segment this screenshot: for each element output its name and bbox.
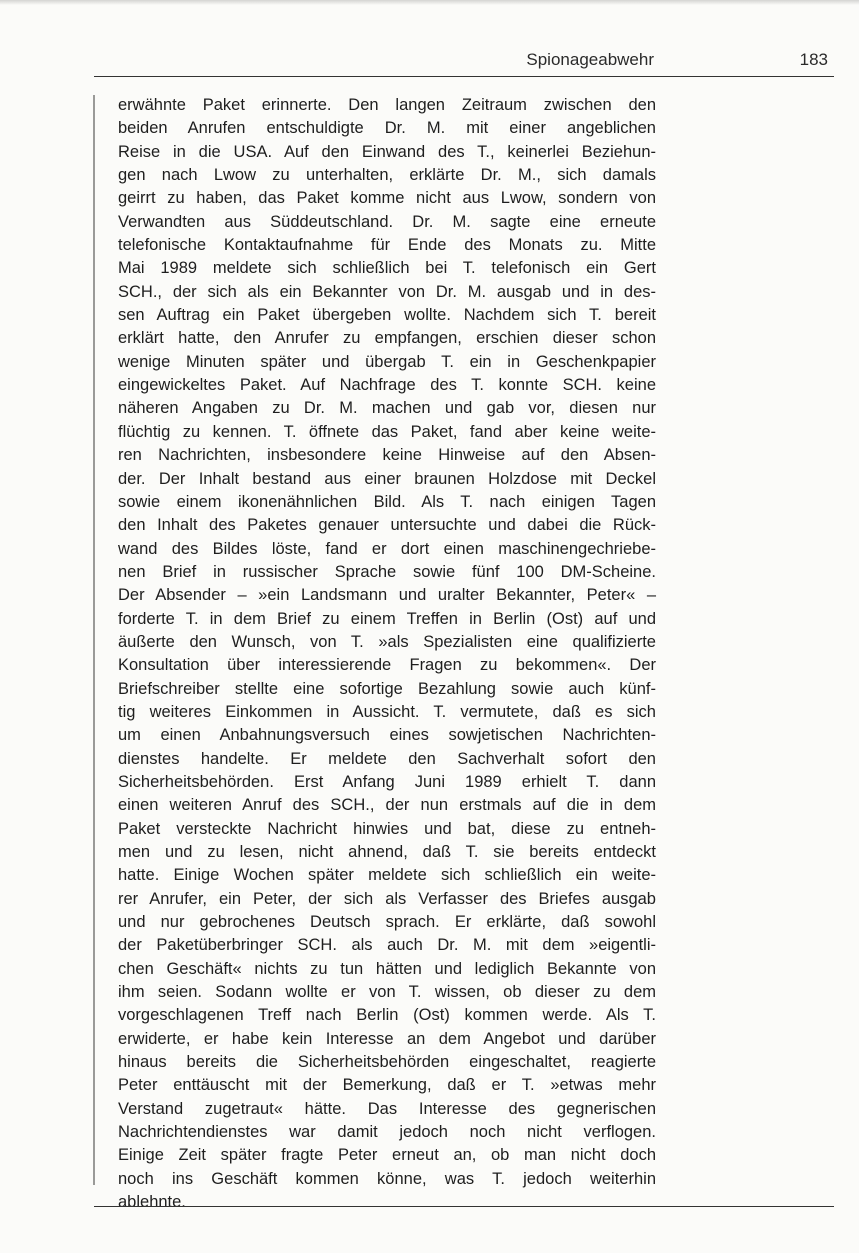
- text-line: erwähnte Paket erinnerte. Den langen Zeitraum zwischen den: [118, 96, 656, 114]
- page-top-shadow: [0, 0, 859, 5]
- text-line: ablehnte.: [118, 1193, 186, 1212]
- text-line: beiden Anrufen entschuldigte Dr. M. mit einer angeblichen: [118, 119, 656, 138]
- text-line: erwiderte, er habe kein Interesse an dem Angebot und darüber: [118, 1029, 656, 1048]
- page-header: [94, 46, 834, 77]
- text-line: hatte. Einige Wochen später meldete sich schließlich ein weite-: [118, 866, 656, 885]
- text-line: dienstes handelte. Er meldete den Sachverhalt sofort den: [118, 749, 656, 768]
- text-line: rer Anrufer, ein Peter, der sich als Verfasser des Briefes ausgab: [118, 889, 656, 908]
- text-line: Reise in die USA. Auf den Einwand des T., keinerlei Beziehun-: [118, 142, 656, 161]
- text-line: wand des Bildes löste, fand er dort einen maschinengechriebe-: [118, 539, 656, 558]
- text-line: äußerte den Wunsch, von T. »als Spezialisten eine qualifizierte: [118, 632, 656, 651]
- text-line: den Inhalt des Paketes genauer untersuchte und dabei die Rück-: [118, 516, 656, 535]
- text-line: Der Absender – »ein Landsmann und uralter Bekannter, Peter« –: [118, 586, 656, 605]
- text-line: hinaus bereits die Sicherheitsbehörden eingeschaltet, reagierte: [118, 1053, 656, 1072]
- text-line: noch ins Geschäft kommen könne, was T. jedoch weiterhin: [118, 1169, 656, 1188]
- text-line: telefonische Kontaktaufnahme für Ende des Monats zu. Mitte: [118, 236, 656, 255]
- text-line: flüchtig zu kennen. T. öffnete das Paket, fand aber keine weite-: [118, 422, 656, 441]
- text-line: ihm seien. Sodann wollte er von T. wissen, ob dieser zu dem: [118, 983, 656, 1002]
- text-line: näheren Angaben zu Dr. M. machen und gab vor, diesen nur: [118, 399, 656, 418]
- text-line: SCH., der sich als ein Bekannter von Dr. M. ausgab und in des-: [118, 282, 656, 301]
- text-line: der Paketüberbringer SCH. als auch Dr. M. mit dem »eigentli-: [118, 936, 656, 955]
- text-line: Briefschreiber stellte eine sofortige Bezahlung sowie auch künf-: [118, 679, 656, 698]
- page-number: 183: [799, 50, 828, 69]
- text-line: geirrt zu haben, das Paket komme nicht aus Lwow, sondern von: [118, 189, 656, 208]
- text-line: forderte T. in dem Brief zu einem Treffen in Berlin (Ost) auf und: [118, 609, 656, 628]
- text-line: gen nach Lwow zu unterhalten, erklärte Dr. M., sich damals: [118, 166, 656, 185]
- running-title: Spionageabwehr: [526, 50, 654, 69]
- text-line: ren Nachrichten, insbesondere keine Hinweise auf den Absen-: [118, 446, 656, 465]
- text-line: Nachrichtendienstes war damit jedoch noch nicht verflogen.: [118, 1123, 656, 1142]
- text-line: nen Brief in russischer Sprache sowie fünf 100 DM-Scheine.: [118, 562, 656, 581]
- text-line: Konsultation über interessierende Fragen zu bekommen«. Der: [118, 656, 656, 675]
- text-line: der. Der Inhalt bestand aus einer braunen Holzdose mit Deckel: [118, 469, 656, 488]
- text-line: sowie einem ikonenähnlichen Bild. Als T. nach einigen Tagen: [118, 492, 656, 511]
- text-line: Sicherheitsbehörden. Erst Anfang Juni 1989 erhielt T. dann: [118, 772, 656, 791]
- margin-change-bar: [93, 95, 95, 1185]
- text-line: Paket versteckte Nachricht hinwies und bat, diese zu entneh-: [118, 819, 656, 838]
- text-line: Verwandten aus Süddeutschland. Dr. M. sagte eine erneute: [118, 212, 656, 231]
- text-line: wenige Minuten später und übergab T. ein in Geschenkpapier: [118, 352, 656, 371]
- text-line: vorgeschlagenen Treff nach Berlin (Ost) kommen werde. Als T.: [118, 1006, 656, 1025]
- text-line: und nur gebrochenes Deutsch sprach. Er erklärte, daß sowohl: [118, 913, 656, 932]
- text-line: eingewickeltes Paket. Auf Nachfrage des T. konnte SCH. keine: [118, 376, 656, 395]
- text-line: Einige Zeit später fragte Peter erneut an, ob man nicht doch: [118, 1146, 656, 1165]
- text-line: einen weiteren Anruf des SCH., der nun erstmals auf die in dem: [118, 796, 656, 815]
- text-line: Peter enttäuscht mit der Bemerkung, daß er T. »etwas mehr: [118, 1076, 656, 1095]
- text-line: sen Auftrag ein Paket übergeben wollte. Nachdem sich T. bereit: [118, 306, 656, 325]
- text-line: erklärt hatte, den Anrufer zu empfangen, erschien dieser schon: [118, 329, 656, 348]
- text-line: men und zu lesen, nicht ahnend, daß T. sie bereits entdeckt: [118, 843, 656, 861]
- text-line: chen Geschäft« nichts zu tun hätten und lediglich Bekannte von: [118, 959, 656, 978]
- body-paragraph: [118, 94, 656, 1215]
- text-line: Verstand zugetraut« hätte. Das Interesse des gegnerischen: [118, 1099, 656, 1118]
- footer-rule: [94, 1206, 834, 1207]
- text-line: Mai 1989 meldete sich schließlich bei T. telefonisch ein Gert: [118, 259, 656, 278]
- text-line: tig weiteres Einkommen in Aussicht. T. vermutete, daß es sich: [118, 702, 656, 721]
- text-line: um einen Anbahnungsversuch eines sowjetischen Nachrichten-: [118, 726, 656, 745]
